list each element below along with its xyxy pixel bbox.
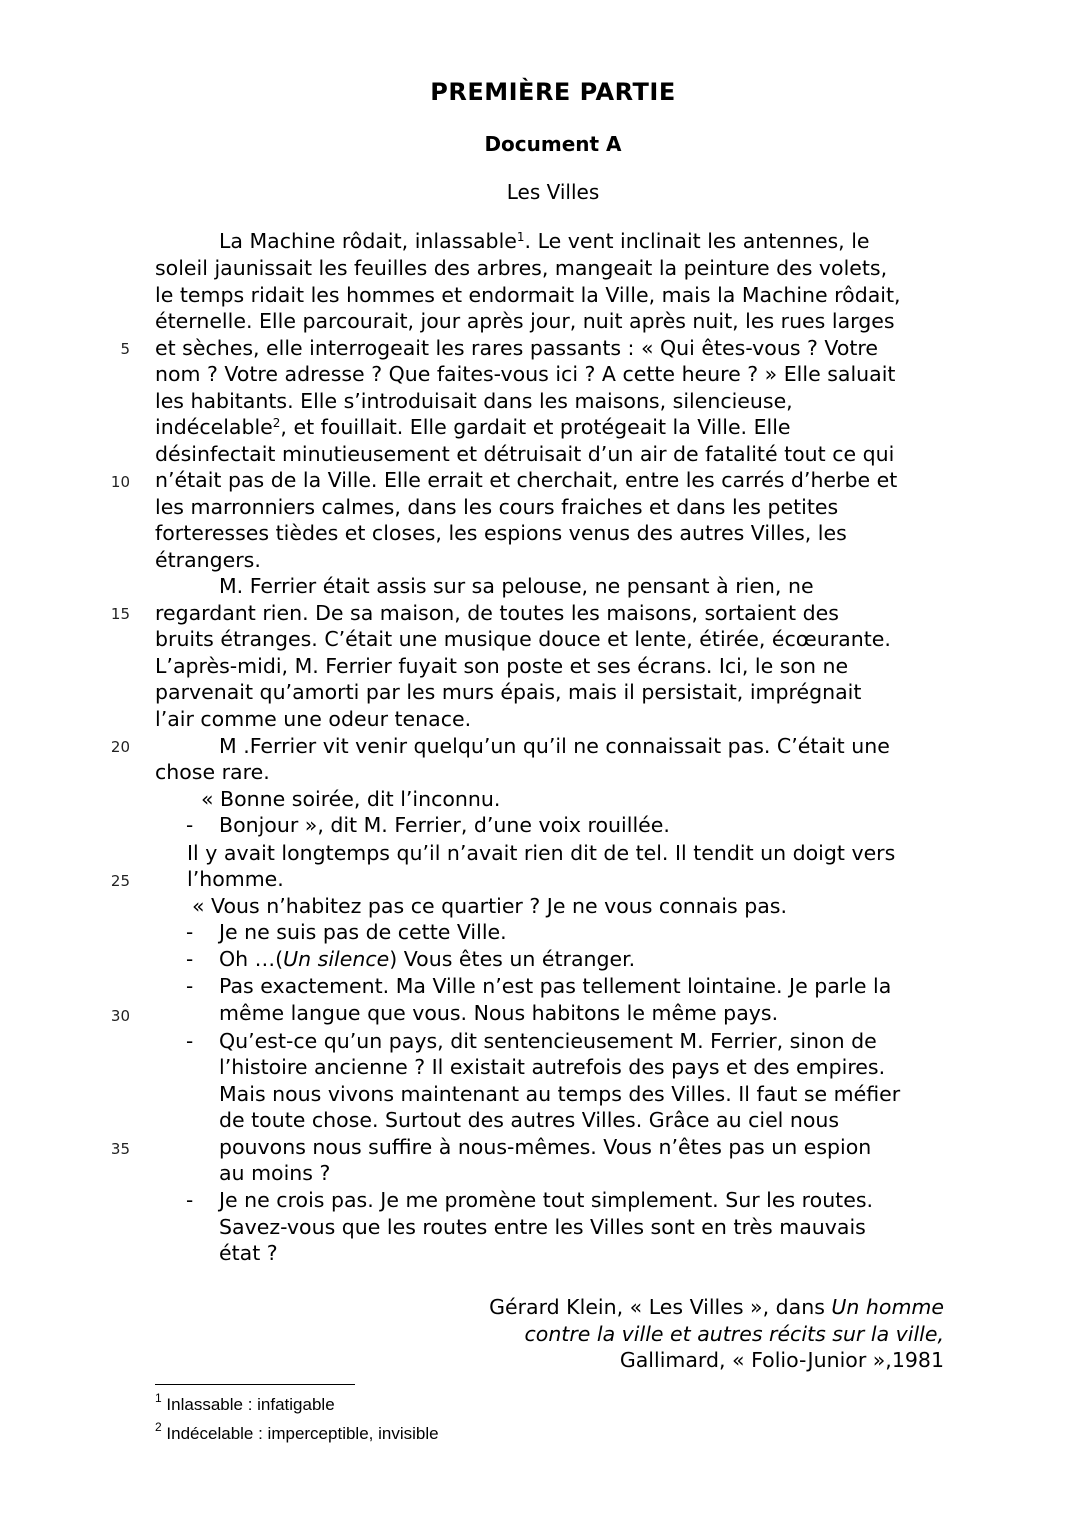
part-title: PREMIÈRE PARTIE bbox=[430, 78, 676, 106]
dialogue-line: même langue que vous. Nous habitons le même pays. bbox=[219, 1001, 779, 1025]
text-line: désinfectait minutieusement et détruisait d’un air de fatalité tout ce qui bbox=[155, 442, 895, 466]
text-line: indécelable$^2$, et fouillait. Elle gardait et protégeait la Ville. Elle bbox=[155, 415, 791, 439]
dialogue-line: pouvons nous suffire à nous-mêmes. Vous n’êtes pas un espion bbox=[219, 1135, 872, 1159]
text-line: n’était pas de la Ville. Elle errait et cherchait, entre les carrés d’herbe et bbox=[155, 468, 898, 492]
dialogue-line: Oh …(Un silence) Vous êtes un étranger. bbox=[219, 947, 636, 971]
line-number: 5 bbox=[120, 340, 130, 358]
footnote-divider bbox=[155, 1384, 355, 1385]
dialogue-line: de toute chose. Surtout des autres Villes. Grâce au ciel nous bbox=[219, 1108, 840, 1132]
dialogue-line: Bonjour », dit M. Ferrier, d’une voix rouillée. bbox=[219, 813, 670, 837]
line-number: 30 bbox=[110, 1007, 130, 1025]
text-line: les habitants. Elle s’introduisait dans les maisons, silencieuse, bbox=[155, 389, 793, 413]
footnote-ref: 1 bbox=[516, 230, 525, 244]
dialogue-line: au moins ? bbox=[219, 1161, 331, 1185]
dialogue-line: Mais nous vivons maintenant au temps des Villes. Il faut se méfier bbox=[219, 1082, 901, 1106]
text-line: L’après-midi, M. Ferrier fuyait son poste et ses écrans. Ici, le son ne bbox=[155, 654, 849, 678]
text-line: Il y avait longtemps qu’il n’avait rien dit de tel. Il tendit un doigt vers bbox=[187, 841, 896, 865]
text-line: soleil jaunissait les feuilles des arbres, mangeait la peinture des volets, bbox=[155, 256, 888, 280]
text-line: parvenait qu’amorti par les murs épais, mais il persistait, imprégnait bbox=[155, 680, 862, 704]
dialogue-line: Qu’est-ce qu’un pays, dit sentencieusement M. Ferrier, sinon de bbox=[219, 1029, 877, 1053]
text-line: étrangers. bbox=[155, 548, 261, 572]
text-line: le temps ridait les hommes et endormait la Ville, mais la Machine rôdait, bbox=[155, 283, 901, 307]
text-line: bruits étranges. C’était une musique douce et lente, étirée, écœurante. bbox=[155, 627, 891, 651]
dialogue-line: Pas exactement. Ma Ville n’est pas tellement lointaine. Je parle la bbox=[219, 974, 892, 998]
line-number: 25 bbox=[110, 872, 130, 890]
text-title: Les Villes bbox=[506, 180, 600, 204]
text-line: forteresses tièdes et closes, les espions venus des autres Villes, les bbox=[155, 521, 847, 545]
dialogue-dash: - bbox=[186, 920, 194, 944]
citation-line: contre la ville et autres récits sur la ville, bbox=[524, 1322, 944, 1346]
text-line: l’air comme une odeur tenace. bbox=[155, 707, 472, 731]
citation-line: Gérard Klein, « Les Villes », dans Un homme bbox=[489, 1295, 944, 1319]
text-line: M. Ferrier était assis sur sa pelouse, ne pensant à rien, ne bbox=[219, 574, 814, 598]
text-line: et sèches, elle interrogeait les rares passants : « Qui êtes-vous ? Votre bbox=[155, 336, 879, 360]
line-number: 20 bbox=[110, 738, 130, 756]
text-line: éternelle. Elle parcourait, jour après jour, nuit après nuit, les rues larges bbox=[155, 309, 895, 333]
citation-line: Gallimard, « Folio-Junior »,1981 bbox=[619, 1348, 944, 1372]
line-number: 35 bbox=[110, 1140, 130, 1158]
dialogue-line: Je ne crois pas. Je me promène tout simplement. Sur les routes. bbox=[219, 1188, 874, 1212]
text-line: regardant rien. De sa maison, de toutes les maisons, sortaient des bbox=[155, 601, 839, 625]
dialogue-dash: - bbox=[186, 1188, 194, 1212]
line-number: 10 bbox=[110, 473, 130, 491]
footnote: $^1$ Inlassable : infatigable bbox=[155, 1391, 335, 1414]
footnote-ref: 2 bbox=[272, 416, 281, 430]
text-line: chose rare. bbox=[155, 760, 270, 784]
text-line: l’homme. bbox=[187, 867, 284, 891]
dialogue-line: l’histoire ancienne ? Il existait autrefois des pays et des empires. bbox=[219, 1055, 886, 1079]
dialogue-line: état ? bbox=[219, 1241, 278, 1265]
text-line: les marronniers calmes, dans les cours fraiches et dans les petites bbox=[155, 495, 839, 519]
dialogue-line: « Bonne soirée, dit l’inconnu. bbox=[201, 787, 501, 811]
dialogue-dash: - bbox=[186, 974, 194, 998]
text-line: nom ? Votre adresse ? Que faites-vous ici ? A cette heure ? » Elle saluait bbox=[155, 362, 896, 386]
text-line: La Machine rôdait, inlassable$^1$. Le vent inclinait les antennes, le bbox=[219, 229, 870, 253]
dialogue-dash: - bbox=[186, 813, 194, 837]
dialogue-dash: - bbox=[186, 1029, 194, 1053]
dialogue-dash: - bbox=[186, 947, 194, 971]
dialogue-line: Je ne suis pas de cette Ville. bbox=[219, 920, 507, 944]
document-label: Document A bbox=[484, 132, 622, 156]
dialogue-line: « Vous n’habitez pas ce quartier ? Je ne vous connais pas. bbox=[192, 894, 787, 918]
line-number: 15 bbox=[110, 605, 130, 623]
footnote: $^2$ Indécelable : imperceptible, invisible bbox=[155, 1420, 439, 1443]
dialogue-line: Savez-vous que les routes entre les Villes sont en très mauvais bbox=[219, 1215, 866, 1239]
text-line: M .Ferrier vit venir quelqu’un qu’il ne connaissait pas. C’était une bbox=[219, 734, 890, 758]
